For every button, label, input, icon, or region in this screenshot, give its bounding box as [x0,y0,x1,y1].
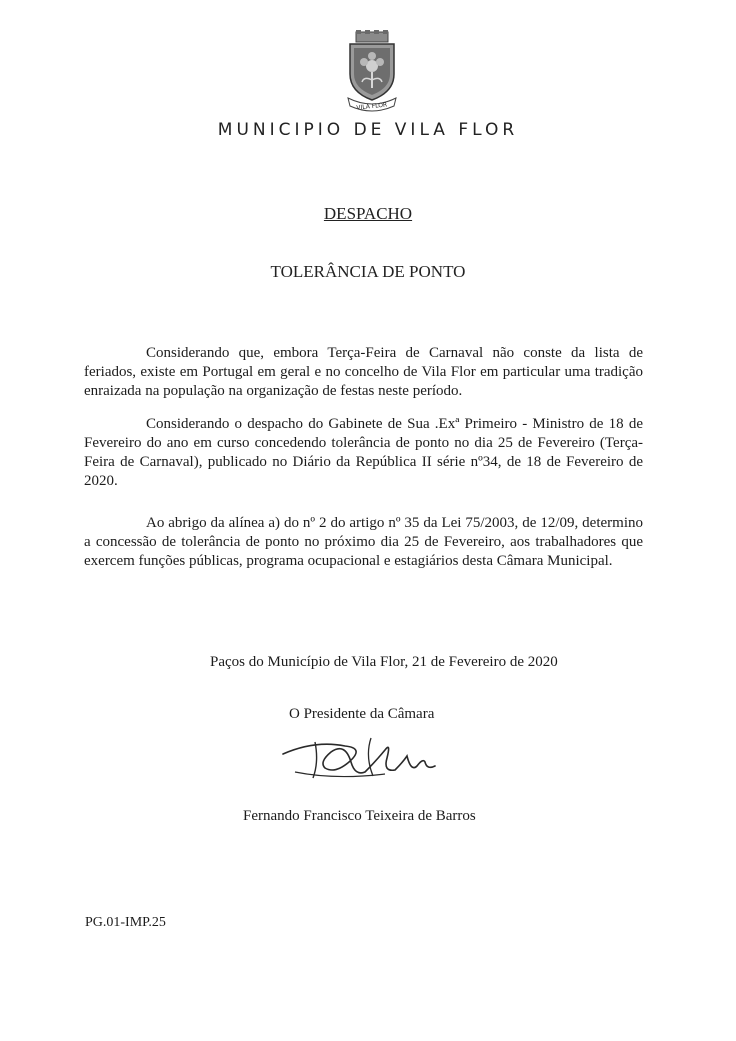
form-code: PG.01-IMP.25 [85,915,166,930]
signatory-name: Fernando Francisco Teixeira de Barros [243,808,476,824]
municipal-crest-logo [340,30,404,114]
paragraph-2: Considerando o despacho do Gabinete de Sua .Exª Primeiro - Ministro de 18 de Fevereiro do ano em curso concedendo tolerância de ponto no dia 25 de Fevereiro (Terça-Feira de Carnaval), publicado no Diário da República II série nº34, de 18 de Fevereiro de 2020. [84,416,643,489]
signatory-title: O Presidente da Câmara [289,706,435,722]
paragraph-3: Ao abrigo da alínea a) do nº 2 do artigo nº 35 da Lei 75/2003, de 12/09, determino a concessão de tolerância de ponto no próximo dia 25 de Fevereiro, aos trabalhadores que exercem funções públicas, programa ocupacional e estagiários desta Câmara Municipal. [84,515,643,569]
municipality-name: MUNICIPIO DE VILA FLOR [217,120,519,140]
document-type-heading: DESPACHO [323,204,413,223]
handwritten-signature [275,732,445,788]
place-and-date: Paços do Município de Vila Flor, 21 de Fevereiro de 2020 [210,654,558,670]
crest-ribbon-text: VILA FLOR [356,101,388,112]
document-subject: TOLERÂNCIA DE PONTO [270,262,466,281]
paragraph-1: Considerando que, embora Terça-Feira de Carnaval não conste da lista de feriados, existe em Portugal em geral e no concelho de Vila Flor em particular uma tradição enraizada na população na organização de festas neste período. [84,345,643,399]
